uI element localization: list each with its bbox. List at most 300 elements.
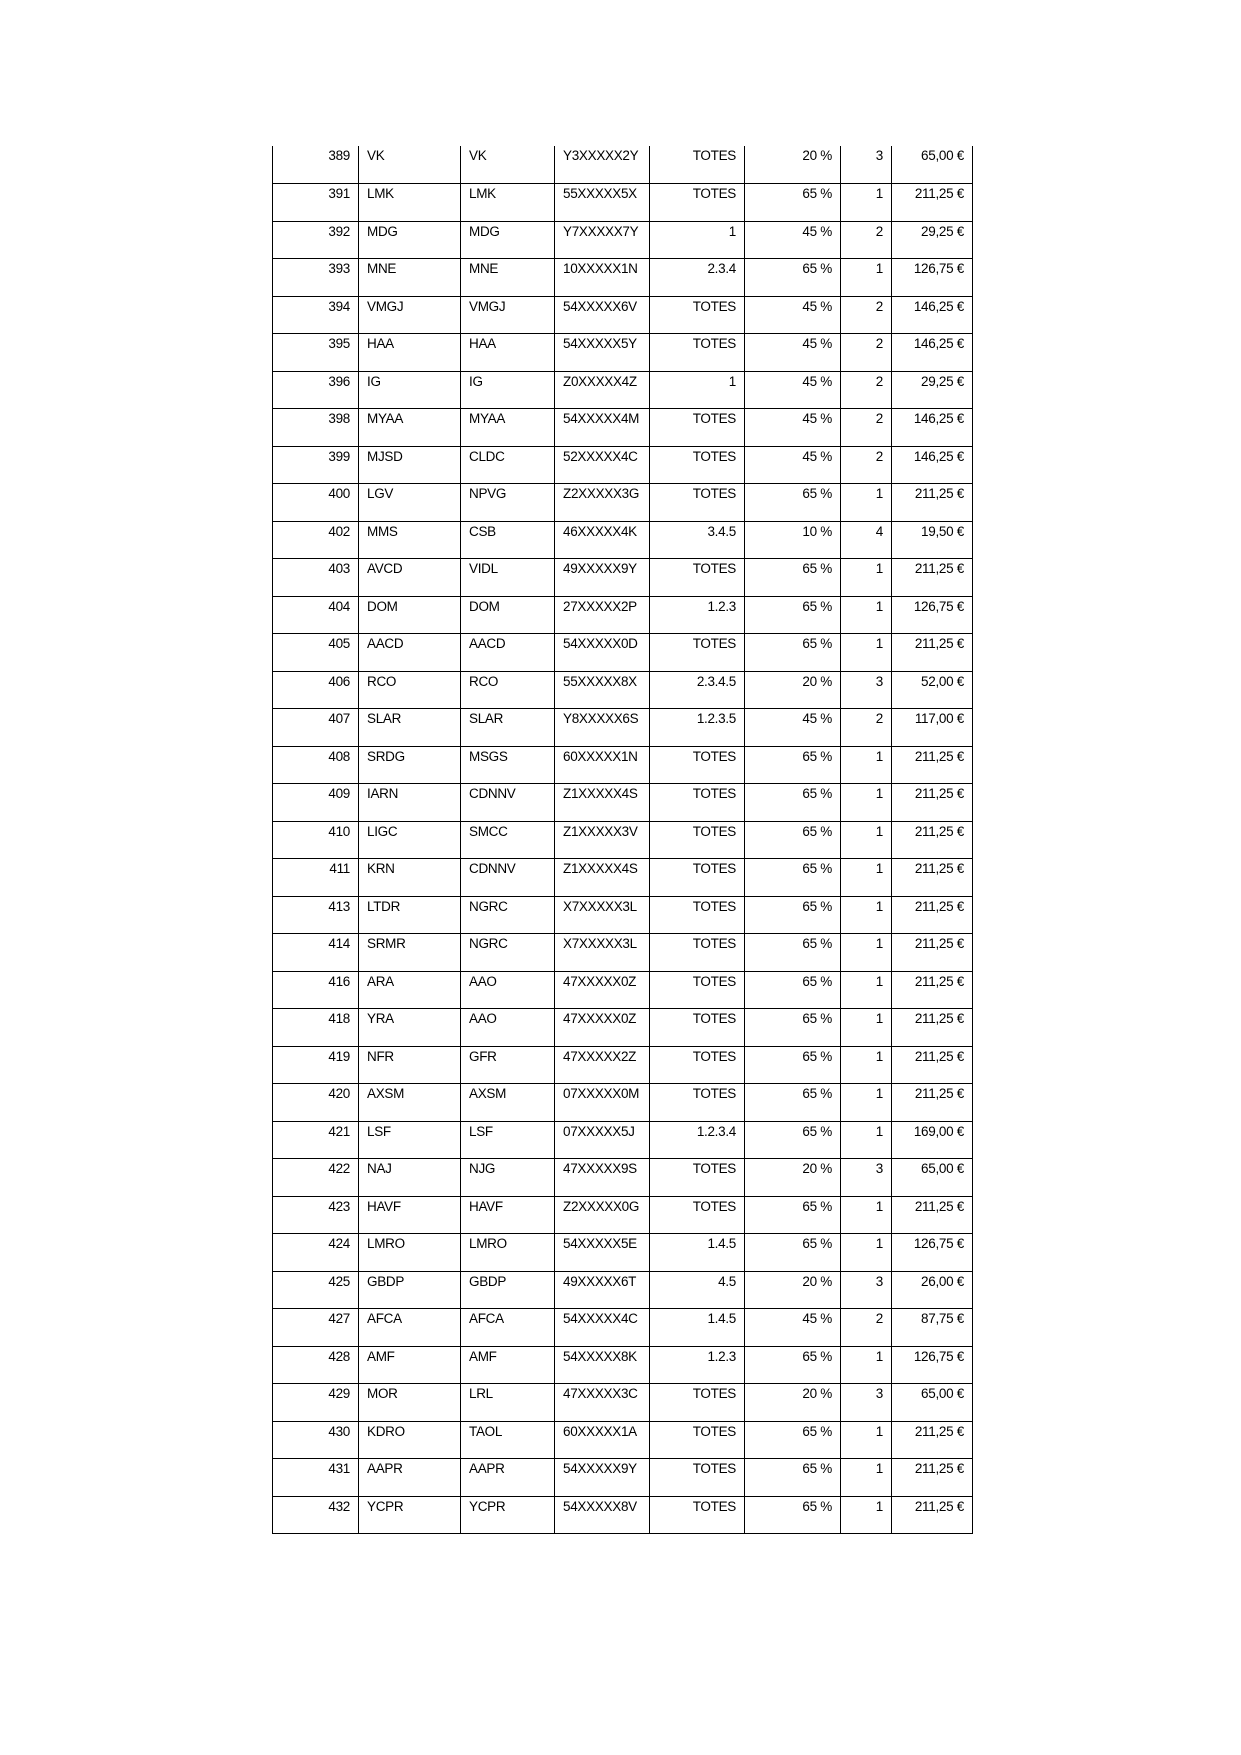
cell-id-code: 54XXXXX5Y — [555, 334, 650, 372]
table-row — [273, 859, 973, 897]
cell-amount: 146,25 € — [892, 334, 973, 372]
cell-scope: 1.2.3.5 — [650, 709, 745, 747]
cell-code-b: GBDP — [461, 1271, 555, 1309]
cell-quantity: 2 — [841, 709, 892, 747]
cell-quantity: 1 — [841, 1496, 892, 1534]
cell-code-a: LIGC — [359, 821, 461, 859]
table-row — [273, 971, 973, 1009]
cell-percentage: 65 % — [745, 634, 841, 672]
cell-quantity: 2 — [841, 1309, 892, 1347]
cell-amount: 126,75 € — [892, 596, 973, 634]
cell-code-b: RCO — [461, 671, 555, 709]
cell-amount: 65,00 € — [892, 1159, 973, 1197]
cell-percentage: 20 % — [745, 671, 841, 709]
cell-scope: TOTES — [650, 484, 745, 522]
cell-quantity: 1 — [841, 821, 892, 859]
cell-percentage: 10 % — [745, 521, 841, 559]
cell-code-b: VIDL — [461, 559, 555, 597]
cell-amount: 19,50 € — [892, 521, 973, 559]
cell-id-code: 47XXXXX2Z — [555, 1046, 650, 1084]
cell-percentage: 65 % — [745, 971, 841, 1009]
cell-id-code: Z2XXXXX0G — [555, 1196, 650, 1234]
cell-percentage: 65 % — [745, 821, 841, 859]
cell-id-code: 54XXXXX4M — [555, 409, 650, 447]
cell-scope: TOTES — [650, 446, 745, 484]
cell-scope: TOTES — [650, 1196, 745, 1234]
cell-code-a: KRN — [359, 859, 461, 897]
cell-percentage: 20 % — [745, 146, 841, 184]
cell-percentage: 45 % — [745, 371, 841, 409]
cell-scope: TOTES — [650, 634, 745, 672]
table-row — [273, 1196, 973, 1234]
table-row — [273, 709, 973, 747]
table-row — [273, 371, 973, 409]
cell-code-b: DOM — [461, 596, 555, 634]
cell-percentage: 65 % — [745, 934, 841, 972]
cell-code-a: HAVF — [359, 1196, 461, 1234]
cell-code-b: MNE — [461, 259, 555, 297]
table-row — [273, 896, 973, 934]
table-row — [273, 221, 973, 259]
cell-row-number: 407 — [273, 709, 359, 747]
cell-code-a: AACD — [359, 634, 461, 672]
cell-percentage: 65 % — [745, 1046, 841, 1084]
cell-amount: 211,25 € — [892, 484, 973, 522]
cell-percentage: 45 % — [745, 1309, 841, 1347]
cell-code-a: SRDG — [359, 746, 461, 784]
cell-code-a: MYAA — [359, 409, 461, 447]
cell-code-b: IG — [461, 371, 555, 409]
cell-amount: 211,25 € — [892, 1496, 973, 1534]
cell-code-b: MDG — [461, 221, 555, 259]
cell-id-code: 27XXXXX2P — [555, 596, 650, 634]
cell-row-number: 414 — [273, 934, 359, 972]
cell-row-number: 392 — [273, 221, 359, 259]
cell-percentage: 45 % — [745, 409, 841, 447]
cell-id-code: 07XXXXX0M — [555, 1084, 650, 1122]
cell-row-number: 430 — [273, 1421, 359, 1459]
cell-code-b: AAPR — [461, 1459, 555, 1497]
cell-row-number: 400 — [273, 484, 359, 522]
cell-quantity: 1 — [841, 1046, 892, 1084]
cell-code-b: LMK — [461, 184, 555, 222]
cell-id-code: X7XXXXX3L — [555, 934, 650, 972]
table-row — [273, 1271, 973, 1309]
cell-id-code: 55XXXXX8X — [555, 671, 650, 709]
cell-id-code: Z2XXXXX3G — [555, 484, 650, 522]
cell-code-a: LGV — [359, 484, 461, 522]
cell-code-a: SLAR — [359, 709, 461, 747]
cell-percentage: 65 % — [745, 1459, 841, 1497]
cell-amount: 211,25 € — [892, 971, 973, 1009]
cell-amount: 65,00 € — [892, 146, 973, 184]
cell-code-a: AAPR — [359, 1459, 461, 1497]
cell-code-b: NGRC — [461, 896, 555, 934]
cell-id-code: 54XXXXX5E — [555, 1234, 650, 1272]
cell-quantity: 3 — [841, 1271, 892, 1309]
cell-scope: 1.2.3 — [650, 1346, 745, 1384]
cell-row-number: 410 — [273, 821, 359, 859]
cell-row-number: 424 — [273, 1234, 359, 1272]
cell-percentage: 45 % — [745, 296, 841, 334]
cell-scope: 4.5 — [650, 1271, 745, 1309]
cell-quantity: 1 — [841, 634, 892, 672]
cell-row-number: 402 — [273, 521, 359, 559]
cell-code-a: SRMR — [359, 934, 461, 972]
table-row — [273, 559, 973, 597]
cell-quantity: 1 — [841, 259, 892, 297]
cell-code-b: CSB — [461, 521, 555, 559]
cell-code-a: LSF — [359, 1121, 461, 1159]
cell-quantity: 1 — [841, 559, 892, 597]
cell-id-code: 49XXXXX6T — [555, 1271, 650, 1309]
cell-scope: 1.2.3.4 — [650, 1121, 745, 1159]
cell-amount: 126,75 € — [892, 259, 973, 297]
cell-percentage: 65 % — [745, 784, 841, 822]
cell-quantity: 1 — [841, 1009, 892, 1047]
cell-scope: 1.2.3 — [650, 596, 745, 634]
cell-quantity: 1 — [841, 1084, 892, 1122]
cell-scope: 1 — [650, 221, 745, 259]
cell-code-b: AMF — [461, 1346, 555, 1384]
cell-amount: 65,00 € — [892, 1384, 973, 1422]
cell-row-number: 405 — [273, 634, 359, 672]
table-row — [273, 334, 973, 372]
cell-code-b: NJG — [461, 1159, 555, 1197]
cell-scope: 2.3.4 — [650, 259, 745, 297]
cell-percentage: 20 % — [745, 1384, 841, 1422]
cell-scope: TOTES — [650, 1421, 745, 1459]
cell-id-code: 49XXXXX9Y — [555, 559, 650, 597]
cell-code-a: LTDR — [359, 896, 461, 934]
cell-id-code: Z1XXXXX4S — [555, 859, 650, 897]
cell-quantity: 1 — [841, 1346, 892, 1384]
cell-id-code: Z1XXXXX4S — [555, 784, 650, 822]
cell-code-a: LMK — [359, 184, 461, 222]
cell-scope: 1.4.5 — [650, 1234, 745, 1272]
table-row — [273, 1009, 973, 1047]
cell-code-b: MYAA — [461, 409, 555, 447]
cell-amount: 169,00 € — [892, 1121, 973, 1159]
cell-percentage: 45 % — [745, 446, 841, 484]
cell-amount: 211,25 € — [892, 821, 973, 859]
cell-code-a: VK — [359, 146, 461, 184]
cell-id-code: Y3XXXXX2Y — [555, 146, 650, 184]
table-row — [273, 596, 973, 634]
cell-quantity: 2 — [841, 409, 892, 447]
table-row — [273, 634, 973, 672]
cell-code-a: NAJ — [359, 1159, 461, 1197]
table-row — [273, 1459, 973, 1497]
cell-percentage: 65 % — [745, 1196, 841, 1234]
cell-scope: TOTES — [650, 821, 745, 859]
table-row — [273, 446, 973, 484]
cell-quantity: 1 — [841, 1196, 892, 1234]
cell-quantity: 2 — [841, 334, 892, 372]
cell-row-number: 427 — [273, 1309, 359, 1347]
cell-percentage: 65 % — [745, 1234, 841, 1272]
cell-scope: TOTES — [650, 334, 745, 372]
cell-id-code: 54XXXXX8K — [555, 1346, 650, 1384]
cell-row-number: 416 — [273, 971, 359, 1009]
cell-row-number: 432 — [273, 1496, 359, 1534]
cell-amount: 117,00 € — [892, 709, 973, 747]
table-row — [273, 1384, 973, 1422]
cell-percentage: 20 % — [745, 1271, 841, 1309]
cell-code-a: MNE — [359, 259, 461, 297]
cell-row-number: 408 — [273, 746, 359, 784]
cell-id-code: Z1XXXXX3V — [555, 821, 650, 859]
cell-id-code: 47XXXXX0Z — [555, 971, 650, 1009]
cell-code-b: LSF — [461, 1121, 555, 1159]
cell-quantity: 1 — [841, 596, 892, 634]
cell-amount: 211,25 € — [892, 184, 973, 222]
cell-row-number: 419 — [273, 1046, 359, 1084]
cell-code-a: LMRO — [359, 1234, 461, 1272]
cell-amount: 211,25 € — [892, 1459, 973, 1497]
cell-percentage: 65 % — [745, 859, 841, 897]
cell-amount: 211,25 € — [892, 1196, 973, 1234]
cell-row-number: 425 — [273, 1271, 359, 1309]
table-row — [273, 1496, 973, 1534]
cell-row-number: 409 — [273, 784, 359, 822]
cell-percentage: 45 % — [745, 334, 841, 372]
cell-amount: 211,25 € — [892, 784, 973, 822]
cell-amount: 26,00 € — [892, 1271, 973, 1309]
cell-quantity: 1 — [841, 971, 892, 1009]
cell-quantity: 1 — [841, 934, 892, 972]
cell-id-code: 52XXXXX4C — [555, 446, 650, 484]
cell-id-code: Y8XXXXX6S — [555, 709, 650, 747]
cell-quantity: 3 — [841, 146, 892, 184]
cell-amount: 87,75 € — [892, 1309, 973, 1347]
cell-row-number: 406 — [273, 671, 359, 709]
cell-scope: TOTES — [650, 1159, 745, 1197]
cell-percentage: 65 % — [745, 1009, 841, 1047]
cell-scope: 3.4.5 — [650, 521, 745, 559]
cell-code-b: SMCC — [461, 821, 555, 859]
cell-code-a: VMGJ — [359, 296, 461, 334]
cell-amount: 211,25 € — [892, 1009, 973, 1047]
cell-code-a: IARN — [359, 784, 461, 822]
cell-code-a: IG — [359, 371, 461, 409]
cell-code-a: DOM — [359, 596, 461, 634]
table-row — [273, 746, 973, 784]
cell-id-code: 54XXXXX8V — [555, 1496, 650, 1534]
table-row — [273, 1159, 973, 1197]
cell-row-number: 418 — [273, 1009, 359, 1047]
cell-row-number: 394 — [273, 296, 359, 334]
cell-percentage: 65 % — [745, 1421, 841, 1459]
table-row — [273, 1084, 973, 1122]
cell-code-b: AXSM — [461, 1084, 555, 1122]
cell-amount: 211,25 € — [892, 559, 973, 597]
table-row — [273, 1346, 973, 1384]
cell-quantity: 1 — [841, 859, 892, 897]
cell-code-b: CDNNV — [461, 784, 555, 822]
cell-quantity: 1 — [841, 484, 892, 522]
cell-code-a: RCO — [359, 671, 461, 709]
cell-code-b: CDNNV — [461, 859, 555, 897]
cell-code-a: MJSD — [359, 446, 461, 484]
cell-code-b: NGRC — [461, 934, 555, 972]
cell-row-number: 423 — [273, 1196, 359, 1234]
cell-percentage: 65 % — [745, 746, 841, 784]
cell-amount: 126,75 € — [892, 1346, 973, 1384]
cell-code-b: LRL — [461, 1384, 555, 1422]
table-row — [273, 521, 973, 559]
cell-scope: TOTES — [650, 971, 745, 1009]
cell-row-number: 389 — [273, 146, 359, 184]
table-row — [273, 484, 973, 522]
cell-scope: TOTES — [650, 409, 745, 447]
cell-quantity: 3 — [841, 1159, 892, 1197]
table-row — [273, 1046, 973, 1084]
cell-row-number: 429 — [273, 1384, 359, 1422]
cell-id-code: 60XXXXX1N — [555, 746, 650, 784]
cell-percentage: 65 % — [745, 484, 841, 522]
cell-row-number: 413 — [273, 896, 359, 934]
cell-scope: TOTES — [650, 184, 745, 222]
cell-amount: 126,75 € — [892, 1234, 973, 1272]
cell-row-number: 399 — [273, 446, 359, 484]
cell-percentage: 65 % — [745, 896, 841, 934]
table-body — [273, 146, 973, 1534]
data-table — [272, 146, 973, 1534]
table-row — [273, 1309, 973, 1347]
cell-amount: 211,25 € — [892, 1084, 973, 1122]
cell-scope: 1.4.5 — [650, 1309, 745, 1347]
cell-id-code: X7XXXXX3L — [555, 896, 650, 934]
cell-row-number: 391 — [273, 184, 359, 222]
cell-percentage: 45 % — [745, 709, 841, 747]
cell-row-number: 422 — [273, 1159, 359, 1197]
cell-id-code: 54XXXXX4C — [555, 1309, 650, 1347]
cell-scope: TOTES — [650, 296, 745, 334]
table-row — [273, 821, 973, 859]
cell-row-number: 431 — [273, 1459, 359, 1497]
cell-id-code: 46XXXXX4K — [555, 521, 650, 559]
cell-code-b: AACD — [461, 634, 555, 672]
cell-code-b: AFCA — [461, 1309, 555, 1347]
cell-percentage: 65 % — [745, 1121, 841, 1159]
cell-scope: TOTES — [650, 1009, 745, 1047]
cell-amount: 211,25 € — [892, 934, 973, 972]
cell-scope: TOTES — [650, 859, 745, 897]
cell-code-a: NFR — [359, 1046, 461, 1084]
cell-quantity: 3 — [841, 671, 892, 709]
cell-quantity: 2 — [841, 446, 892, 484]
cell-id-code: 60XXXXX1A — [555, 1421, 650, 1459]
cell-percentage: 65 % — [745, 259, 841, 297]
cell-code-b: VK — [461, 146, 555, 184]
cell-scope: 1 — [650, 371, 745, 409]
cell-percentage: 65 % — [745, 1084, 841, 1122]
cell-percentage: 65 % — [745, 184, 841, 222]
cell-percentage: 65 % — [745, 559, 841, 597]
cell-code-a: AMF — [359, 1346, 461, 1384]
table-row — [273, 934, 973, 972]
cell-row-number: 428 — [273, 1346, 359, 1384]
cell-code-a: AVCD — [359, 559, 461, 597]
cell-quantity: 1 — [841, 1459, 892, 1497]
cell-id-code: 55XXXXX5X — [555, 184, 650, 222]
cell-scope: TOTES — [650, 746, 745, 784]
cell-code-a: MOR — [359, 1384, 461, 1422]
cell-row-number: 396 — [273, 371, 359, 409]
cell-scope: TOTES — [650, 896, 745, 934]
table-row — [273, 184, 973, 222]
cell-quantity: 2 — [841, 221, 892, 259]
cell-quantity: 1 — [841, 184, 892, 222]
cell-amount: 29,25 € — [892, 221, 973, 259]
table-row — [273, 784, 973, 822]
cell-code-b: SLAR — [461, 709, 555, 747]
cell-scope: TOTES — [650, 1384, 745, 1422]
cell-row-number: 395 — [273, 334, 359, 372]
cell-code-a: ARA — [359, 971, 461, 1009]
cell-row-number: 403 — [273, 559, 359, 597]
cell-quantity: 2 — [841, 371, 892, 409]
cell-quantity: 1 — [841, 746, 892, 784]
cell-code-b: HAVF — [461, 1196, 555, 1234]
cell-percentage: 65 % — [745, 1346, 841, 1384]
table-row — [273, 259, 973, 297]
cell-quantity: 1 — [841, 784, 892, 822]
table-row — [273, 146, 973, 184]
cell-amount: 146,25 € — [892, 409, 973, 447]
cell-amount: 29,25 € — [892, 371, 973, 409]
cell-scope: TOTES — [650, 1084, 745, 1122]
table-row — [273, 671, 973, 709]
table-row — [273, 1421, 973, 1459]
cell-code-a: YRA — [359, 1009, 461, 1047]
cell-row-number: 393 — [273, 259, 359, 297]
cell-amount: 146,25 € — [892, 446, 973, 484]
cell-code-a: MDG — [359, 221, 461, 259]
cell-id-code: 47XXXXX0Z — [555, 1009, 650, 1047]
cell-id-code: 10XXXXX1N — [555, 259, 650, 297]
cell-quantity: 1 — [841, 896, 892, 934]
cell-scope: TOTES — [650, 1046, 745, 1084]
cell-code-b: GFR — [461, 1046, 555, 1084]
cell-quantity: 3 — [841, 1384, 892, 1422]
cell-quantity: 1 — [841, 1421, 892, 1459]
cell-code-b: NPVG — [461, 484, 555, 522]
cell-code-b: AAO — [461, 971, 555, 1009]
table-row — [273, 409, 973, 447]
cell-row-number: 421 — [273, 1121, 359, 1159]
cell-code-b: AAO — [461, 1009, 555, 1047]
cell-scope: TOTES — [650, 934, 745, 972]
cell-amount: 146,25 € — [892, 296, 973, 334]
cell-scope: TOTES — [650, 1459, 745, 1497]
cell-amount: 52,00 € — [892, 671, 973, 709]
cell-amount: 211,25 € — [892, 1046, 973, 1084]
cell-id-code: 07XXXXX5J — [555, 1121, 650, 1159]
cell-code-b: VMGJ — [461, 296, 555, 334]
cell-quantity: 2 — [841, 296, 892, 334]
table-row — [273, 1121, 973, 1159]
cell-percentage: 65 % — [745, 1496, 841, 1534]
cell-percentage: 20 % — [745, 1159, 841, 1197]
cell-id-code: 47XXXXX9S — [555, 1159, 650, 1197]
cell-id-code: 54XXXXX9Y — [555, 1459, 650, 1497]
cell-code-a: MMS — [359, 521, 461, 559]
table-row — [273, 1234, 973, 1272]
cell-code-b: CLDC — [461, 446, 555, 484]
cell-code-a: AXSM — [359, 1084, 461, 1122]
